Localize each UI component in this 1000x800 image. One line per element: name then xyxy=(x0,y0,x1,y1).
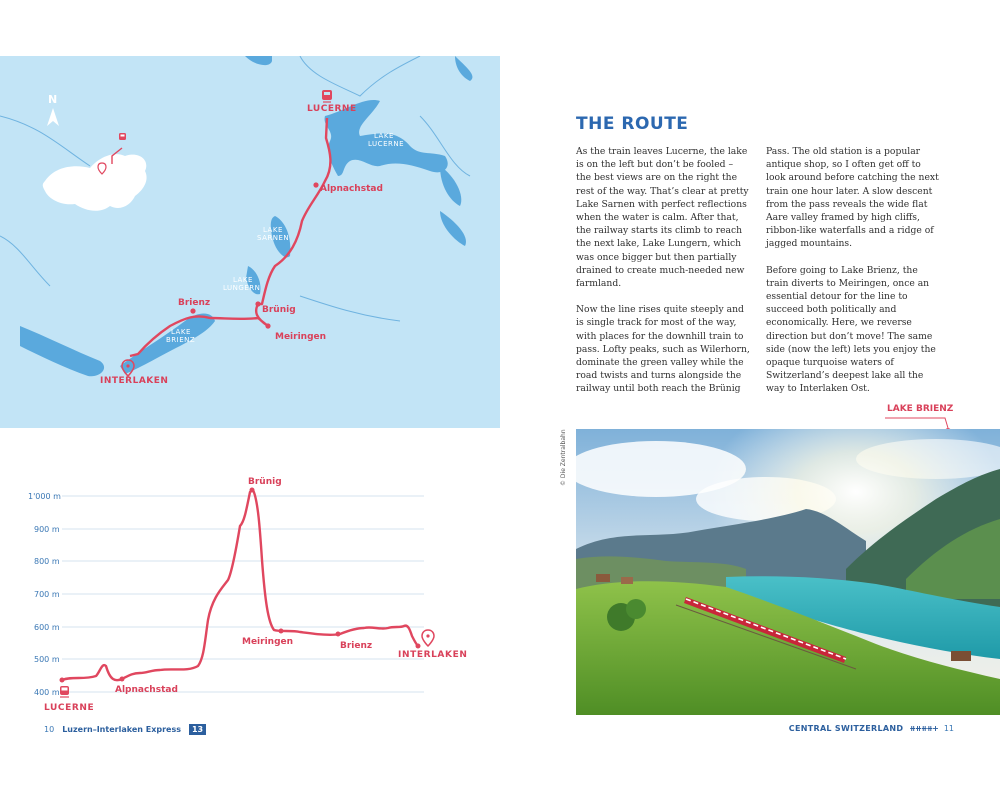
elevation-label-brunig: Brünig xyxy=(248,477,282,487)
footer-right xyxy=(789,724,954,733)
article-paragraph: Now the line rises quite steeply and is single track for most of the way, with places for the downhill train to pass. Lofty peaks, such as Wilerhorn, dominate the green valley while the road twists and turns alongside the railway until both reach the Brünig xyxy=(576,304,750,395)
map-city-end: INTERLAKEN xyxy=(100,376,169,386)
elevation-profile xyxy=(0,440,500,720)
station-brunig xyxy=(255,301,260,306)
elevation-label-alpnachstad: Alpnachstad xyxy=(115,685,178,695)
book-title: Luzern–Interlaken Express xyxy=(62,725,181,734)
map-city-start: LUCERNE xyxy=(307,104,357,114)
location-pin-icon xyxy=(422,630,434,646)
elevation-label-brienz: Brienz xyxy=(340,641,373,651)
lake-shape xyxy=(440,211,466,246)
north-label: N xyxy=(48,93,58,106)
river xyxy=(300,296,400,321)
elevation-tick: 500 m xyxy=(34,655,60,664)
route-map xyxy=(0,56,500,428)
page-number-left: 10 xyxy=(44,725,55,734)
lake-lucerne-label-1: LAKE xyxy=(374,132,394,140)
elevation-point-meiringen xyxy=(279,629,284,634)
elevation-start-city: LUCERNE xyxy=(44,703,95,713)
section-name: CENTRAL SWITZERLAND xyxy=(788,724,904,733)
photo-credit: © Die Zentralbahn xyxy=(560,429,567,486)
photo-tag: LAKE BRIENZ xyxy=(887,404,954,414)
map-place-alpnachstad: Alpnachstad xyxy=(320,184,383,194)
train-icon xyxy=(119,133,126,140)
chapter-badge: 13 xyxy=(189,724,206,735)
elevation-tick: 800 m xyxy=(34,557,60,566)
elevation-tick: 1'000 m xyxy=(28,492,61,501)
station-alpnachstad xyxy=(313,182,318,187)
elevation-tick: 600 m xyxy=(34,623,60,632)
article-title: THE ROUTE xyxy=(576,114,689,134)
elevation-end-city: INTERLAKEN xyxy=(398,650,468,660)
elevation-gridlines xyxy=(62,496,424,692)
river xyxy=(300,56,420,96)
lake-lungern-label-1: LAKE xyxy=(233,276,253,284)
river xyxy=(0,116,90,166)
lake-sarnen-label-1: LAKE xyxy=(263,226,283,234)
article-paragraph: As the train leaves Lucerne, the lake is on the left but don’t be fooled – the best views are on the right the rest of the way. That’s clear at pretty Lake Sarnen with perfect reflections when the water is calm. After that, the railway starts its climb to reach the next lake, Lake Lungern, which was once bigger but then partially drained to create much-needed new farmland. xyxy=(576,146,749,290)
map-place-meiringen: Meiringen xyxy=(275,332,327,342)
lake-lucerne-label-2: LUCERNE xyxy=(368,140,405,148)
lake-thun-shape xyxy=(20,326,104,376)
map-place-brienz: Brienz xyxy=(178,298,211,308)
north-arrow-icon xyxy=(47,93,59,126)
elevation-point-lucerne xyxy=(60,678,65,683)
train-icon xyxy=(322,90,332,102)
elevation-line xyxy=(62,490,418,680)
train-icon xyxy=(60,686,69,697)
lake-brienz-label-2: BRIENZ xyxy=(166,336,196,344)
elevation-profile-svg xyxy=(0,440,500,720)
elevation-point-alpnachstad xyxy=(120,677,125,682)
elevation-tick: 900 m xyxy=(34,525,60,534)
station-brienz xyxy=(190,308,195,313)
river xyxy=(0,236,50,286)
lake-shape xyxy=(455,56,472,81)
article-column-1 xyxy=(576,145,750,409)
route-line xyxy=(130,118,330,356)
lake-sarnen-label-2: SARNEN xyxy=(257,234,290,242)
lake-shape xyxy=(245,56,272,65)
lake-brienz-label-1: LAKE xyxy=(171,328,191,336)
elevation-point-brienz xyxy=(336,632,341,637)
station-meiringen xyxy=(265,323,270,328)
elevation-label-meiringen: Meiringen xyxy=(242,637,294,647)
elevation-tick: 700 m xyxy=(34,590,60,599)
elevation-point-brunig xyxy=(250,488,255,493)
lake-shape xyxy=(440,166,461,206)
rail-track-icon: ⧺⧺⧺⧺+ xyxy=(909,724,938,733)
route-map-svg xyxy=(0,56,500,428)
map-place-brunig: Brünig xyxy=(262,305,296,315)
article-paragraph: Before going to Lake Brienz, the train diverts to Meiringen, once an essential detour for the line to succeed both politically and economically. Here, we reverse direction but don’t move! The same side (now the left) lets you enjoy the opaque turquoise waters of Switzerland’s deepest lake all the way to Interlaken Ost. xyxy=(766,264,936,395)
article-paragraph: Pass. The old station is a popular antique shop, so I often get off to look around before catching the next train one hour later. A slow descent from the pass reveals the wide flat Aare valley framed by high cliffs, ribbon-like waterfalls and a ridge of jagged mountains. xyxy=(766,146,939,250)
landscape-photo xyxy=(576,429,1000,715)
article-column-2 xyxy=(766,145,940,409)
elevation-point-interlaken xyxy=(416,644,421,649)
page-number-right: 11 xyxy=(943,724,954,733)
elevation-tick: 400 m xyxy=(34,688,60,697)
switzerland-inset xyxy=(43,154,147,211)
landscape-photo-svg xyxy=(576,429,1000,715)
lake-lungern-label-2: LUNGERN xyxy=(223,284,261,292)
footer-left xyxy=(44,724,206,735)
